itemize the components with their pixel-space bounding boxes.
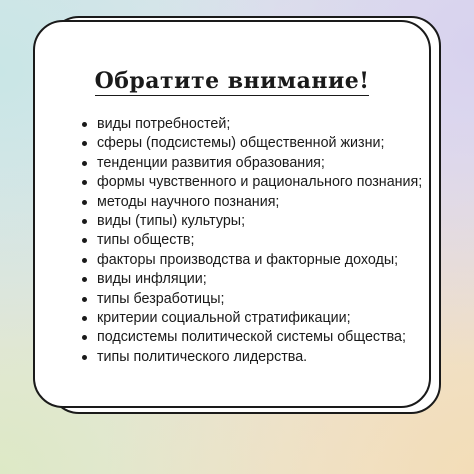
list-item-text: подсистемы политической системы общества; <box>97 329 406 346</box>
list-item-text: виды (типы) культуры; <box>97 213 246 230</box>
list-item <box>82 212 427 231</box>
list-item <box>82 173 427 192</box>
list-item <box>82 328 427 347</box>
bullet-icon <box>82 141 87 146</box>
list-item-text: типы безработицы; <box>97 290 225 307</box>
list-item <box>82 231 427 250</box>
note-card <box>33 20 431 408</box>
list-item <box>82 348 427 367</box>
card-title-text: Обратите внимание! <box>94 68 370 94</box>
bullet-icon <box>82 238 87 243</box>
bullet-icon <box>82 355 87 360</box>
bullet-icon <box>82 200 87 205</box>
list-item-text: типы обществ; <box>97 232 195 249</box>
bullet-icon <box>82 335 87 340</box>
bullet-icon <box>82 161 87 166</box>
list-item-text: сферы (подсистемы) общественной жизни; <box>97 135 385 152</box>
bullet-icon <box>82 277 87 282</box>
bullet-icon <box>82 297 87 302</box>
list-item-text: тенденции развития образования; <box>97 154 325 171</box>
list-item-text: типы политического лидерства. <box>97 348 308 365</box>
list-item-text: виды инфляции; <box>97 271 207 288</box>
list-item-text: методы научного познания; <box>97 193 280 210</box>
bullet-icon <box>82 122 87 127</box>
list-item-text: факторы производства и факторные доходы; <box>97 251 399 268</box>
bullet-icon <box>82 180 87 185</box>
list-item <box>82 115 427 134</box>
list-item-text: формы чувственного и рационального познания; <box>97 174 423 191</box>
bullet-icon <box>82 316 87 321</box>
list-item-text: критерии социальной стратификации; <box>97 310 351 327</box>
card-title <box>35 68 429 94</box>
list-item <box>82 134 427 153</box>
list-item <box>82 193 427 212</box>
list-item <box>82 270 427 289</box>
list-item <box>82 290 427 309</box>
list-item-text: виды потребностей; <box>97 116 231 132</box>
list-item <box>82 154 427 173</box>
bullet-icon <box>82 258 87 263</box>
list-item <box>82 251 427 270</box>
bullet-icon <box>82 219 87 224</box>
topic-list <box>82 115 427 367</box>
list-item <box>82 309 427 328</box>
